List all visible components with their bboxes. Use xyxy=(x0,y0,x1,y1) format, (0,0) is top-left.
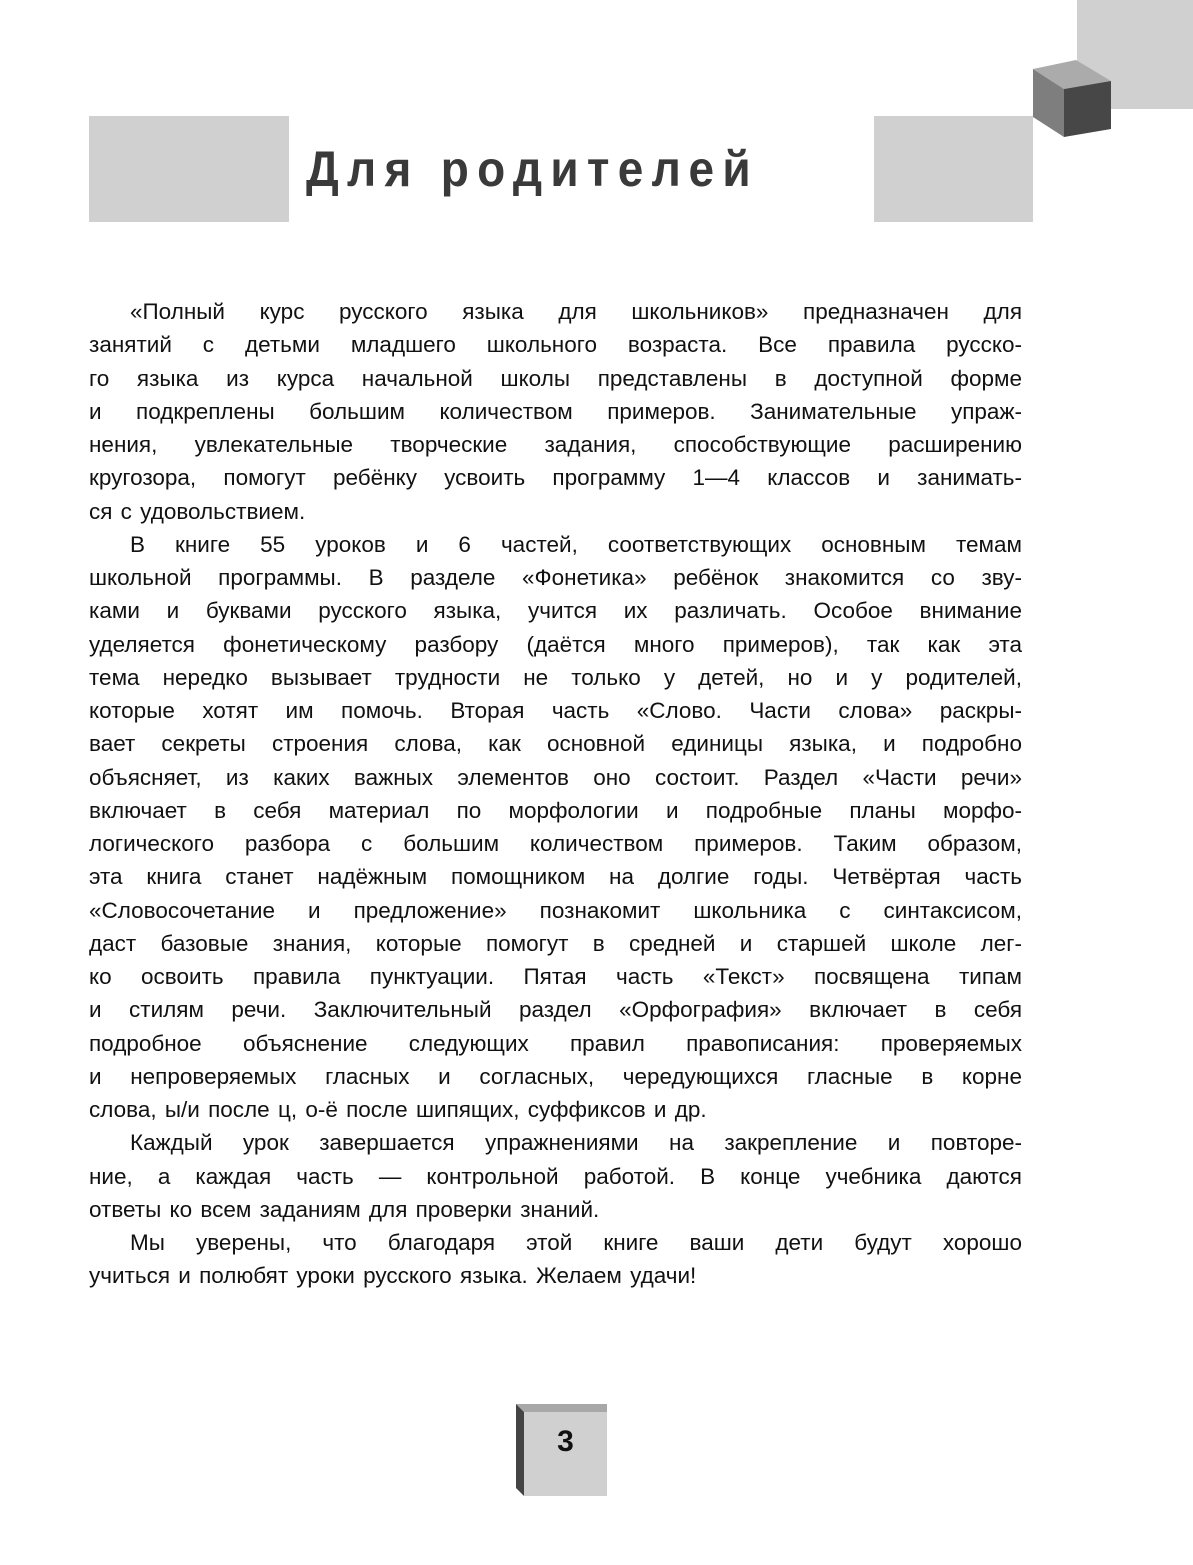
text-line: уделяется фонетическому разбору (даётся много примеров), так как эта xyxy=(89,631,1022,657)
text-line: «Словосочетание и предложение» познакомит школьника с синтаксисом, xyxy=(89,897,1022,923)
decor-block-title-left xyxy=(89,116,289,222)
decor-block-title-right xyxy=(874,116,1033,222)
text-line: ся с удовольствием. xyxy=(89,498,306,524)
text-line: вает секреты строения слова, как основной единицы языка, и подробно xyxy=(89,731,1022,757)
text-line: ками и буквами русского языка, учится их различать. Особое внимание xyxy=(89,598,1022,624)
body-text xyxy=(89,295,1022,1293)
text-line: эта книга станет надёжным помощником на долгие годы. Четвёртая часть xyxy=(89,864,1022,890)
text-line: ко освоить правила пунктуации. Пятая часть «Текст» посвящена типам xyxy=(89,964,1022,989)
text-line: нения, увлекательные творческие задания, способствующие расширению xyxy=(89,432,1022,457)
text-line: слова, ы/и после ц, о-ё после шипящих, суффиксов и др. xyxy=(89,1097,707,1122)
text-line: «Полный курс русского языка для школьников» предназначен для xyxy=(130,299,1022,324)
text-line: Каждый урок завершается упражнениями на закрепление и повторе- xyxy=(130,1130,1022,1156)
text-line: и непроверяемых гласных и согласных, чередующихся гласные в корне xyxy=(89,1063,1022,1089)
text-line: даст базовые знания, которые помогут в средней и старшей школе лег- xyxy=(89,930,1022,956)
text-line: включает в себя материал по морфологии и подробные планы морфо- xyxy=(89,797,1022,823)
text-line: кругозора, помогут ребёнку усвоить программу 1—4 классов и занимать- xyxy=(89,465,1022,491)
text-line: занятий с детьми младшего школьного возраста. Все правила русско- xyxy=(89,332,1022,358)
text-line: объясняет, из каких важных элементов оно состоит. Раздел «Части речи» xyxy=(89,764,1022,790)
page-title: Для родителей xyxy=(306,141,759,197)
text-line: го языка из курса начальной школы представлены в доступной форме xyxy=(89,365,1022,391)
text-line: логического разбора с большим количеством примеров. Таким образом, xyxy=(89,831,1022,856)
text-line: подробное объяснение следующих правил правописания: проверяемых xyxy=(89,1030,1022,1056)
text-line: ответы ко всем заданиям для проверки знаний. xyxy=(89,1196,600,1222)
text-line: и подкреплены большим количеством примеров. Занимательные упраж- xyxy=(89,398,1022,424)
text-line: которые хотят им помочь. Вторая часть «Слово. Части слова» раскры- xyxy=(89,698,1022,723)
cube-icon xyxy=(1030,55,1115,140)
text-line: учиться и полюбят уроки русского языка. Желаем удачи! xyxy=(89,1263,697,1289)
text-line: и стилям речи. Заключительный раздел «Орфография» включает в себя xyxy=(89,997,1022,1023)
page-number: 3 xyxy=(524,1412,607,1496)
text-line: школьной программы. В разделе «Фонетика» ребёнок знакомится со зву- xyxy=(89,565,1022,590)
text-line: Мы уверены, что благодаря этой книге ваши дети будут хорошо xyxy=(130,1230,1022,1255)
text-line: ние, а каждая часть — контрольной работой. В конце учебника даются xyxy=(89,1163,1022,1189)
text-line: В книге 55 уроков и 6 частей, соответствующих основным темам xyxy=(130,531,1022,557)
text-line: тема нередко вызывает трудности не только у детей, но и у родителей, xyxy=(89,664,1022,690)
